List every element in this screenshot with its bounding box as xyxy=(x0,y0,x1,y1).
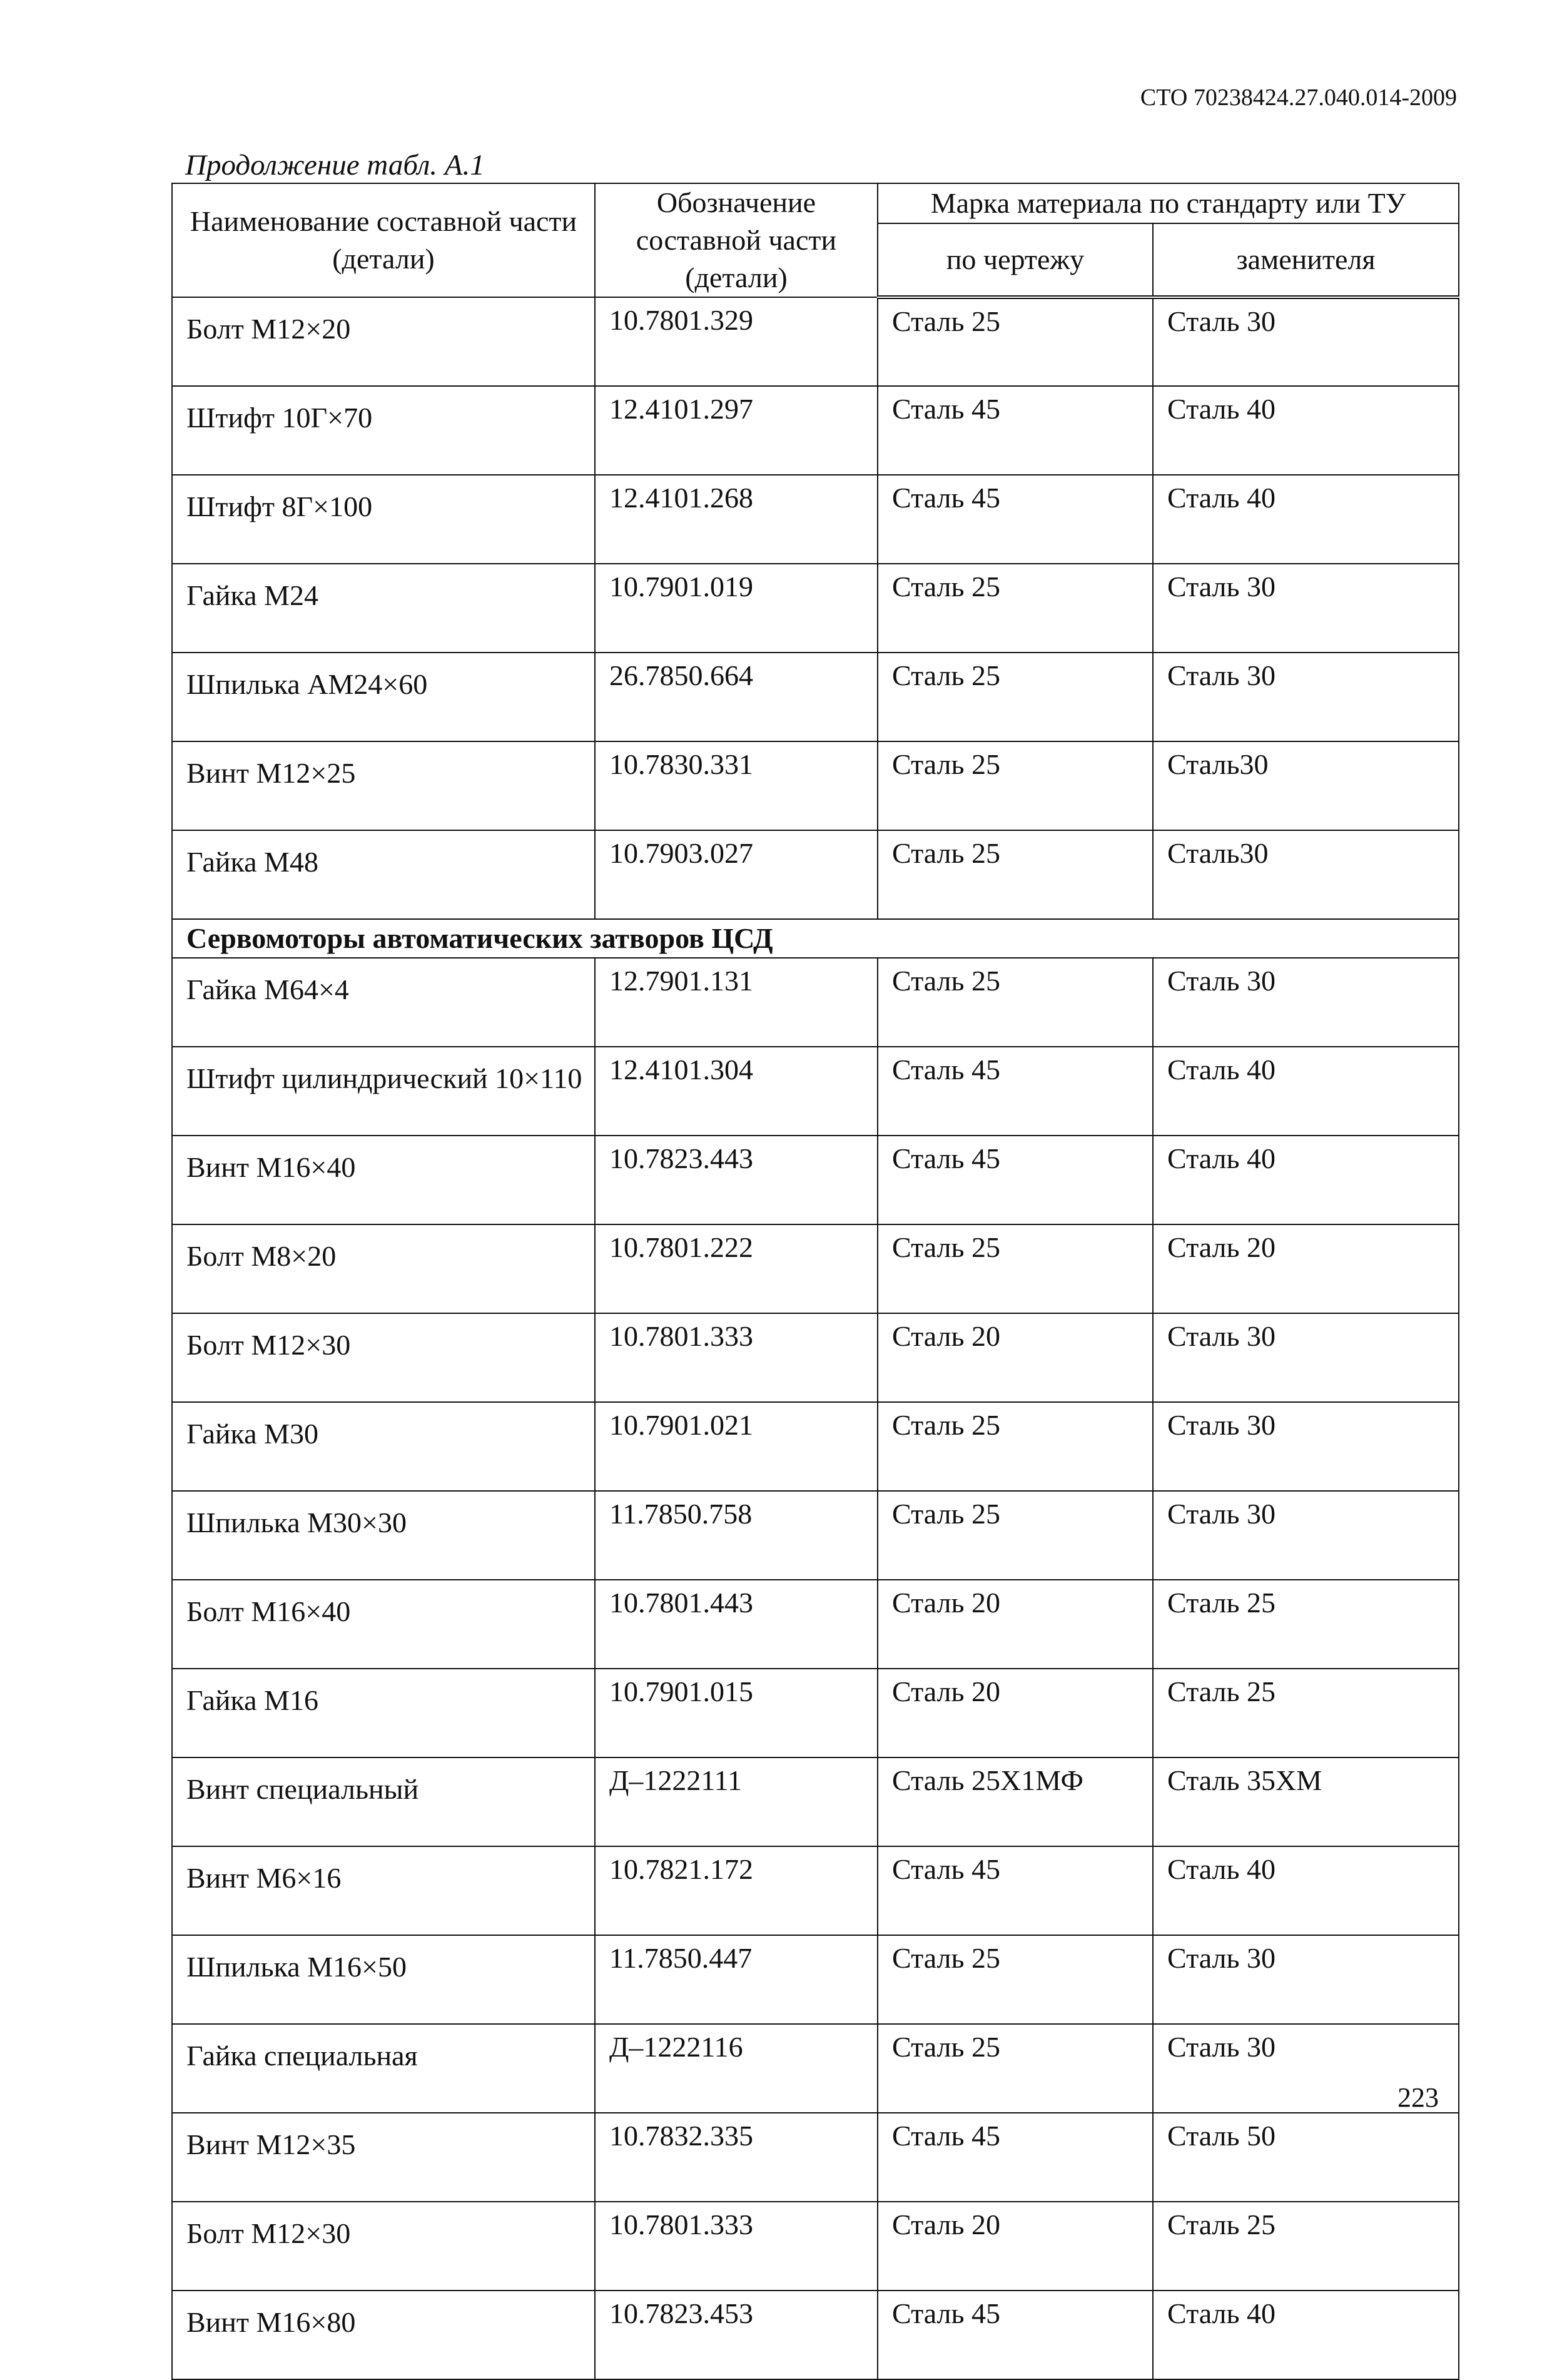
section-row xyxy=(172,919,1459,958)
material-grade-cell: Сталь 45 xyxy=(878,1047,1153,1136)
table-row xyxy=(172,1313,1459,1402)
table-row xyxy=(172,1757,1459,1846)
substitute-material-cell: Сталь 30 xyxy=(1153,564,1459,653)
substitute-material-cell: Сталь 20 xyxy=(1153,1224,1459,1313)
material-grade-cell: Сталь 25 xyxy=(878,653,1153,741)
part-name-cell: Болт М12×30 xyxy=(172,2202,595,2291)
substitute-material-cell: Сталь 40 xyxy=(1153,386,1459,475)
material-grade-cell: Сталь 45 xyxy=(878,2113,1153,2202)
table-row xyxy=(172,2202,1459,2291)
designation-cell: 10.7801.222 xyxy=(595,1224,878,1313)
table-caption: Продолжение табл. А.1 xyxy=(185,149,485,181)
substitute-material-cell: Сталь 40 xyxy=(1153,1136,1459,1224)
table-row xyxy=(172,1846,1459,1935)
designation-cell: 11.7850.447 xyxy=(595,1935,878,2024)
material-grade-cell: Сталь 25 xyxy=(878,564,1153,653)
material-grade-cell: Сталь 25Х1МФ xyxy=(878,1757,1153,1846)
table-row xyxy=(172,830,1459,919)
material-grade-cell: Сталь 25 xyxy=(878,741,1153,830)
material-grade-cell: Сталь 20 xyxy=(878,1669,1153,1757)
part-name-cell: Шпилька М16×50 xyxy=(172,1935,595,2024)
substitute-material-cell: Сталь 40 xyxy=(1153,1047,1459,1136)
part-name-cell: Винт М16×80 xyxy=(172,2291,595,2379)
substitute-material-cell: Сталь 30 xyxy=(1153,1491,1459,1580)
table-body xyxy=(172,297,1459,2379)
material-grade-cell: Сталь 20 xyxy=(878,2202,1153,2291)
table-row xyxy=(172,2024,1459,2113)
substitute-material-cell: Сталь 50 xyxy=(1153,2113,1459,2202)
designation-cell: Д–1222116 xyxy=(595,2024,878,2113)
designation-cell: 10.7823.443 xyxy=(595,1136,878,1224)
substitute-material-cell: Сталь30 xyxy=(1153,741,1459,830)
substitute-material-cell: Сталь30 xyxy=(1153,830,1459,919)
part-name-cell: Гайка М64×4 xyxy=(172,958,595,1047)
table-row xyxy=(172,1402,1459,1491)
table-row xyxy=(172,1580,1459,1669)
designation-cell: 12.7901.131 xyxy=(595,958,878,1047)
designation-cell: 10.7823.453 xyxy=(595,2291,878,2379)
designation-cell: 10.7830.331 xyxy=(595,741,878,830)
substitute-material-cell: Сталь 40 xyxy=(1153,1846,1459,1935)
material-grade-cell: Сталь 25 xyxy=(878,2024,1153,2113)
section-title: Сервомоторы автоматических затворов ЦСД xyxy=(172,919,1459,958)
column-header-substitute: заменителя xyxy=(1153,223,1459,297)
substitute-material-cell: Сталь 25 xyxy=(1153,1669,1459,1757)
part-name-cell: Винт специальный xyxy=(172,1757,595,1846)
part-name-cell: Винт М12×35 xyxy=(172,2113,595,2202)
part-name-cell: Винт М16×40 xyxy=(172,1136,595,1224)
material-grade-cell: Сталь 45 xyxy=(878,475,1153,564)
part-name-cell: Гайка М30 xyxy=(172,1402,595,1491)
substitute-material-cell: Сталь 40 xyxy=(1153,475,1459,564)
table-row xyxy=(172,386,1459,475)
designation-cell: 10.7832.335 xyxy=(595,2113,878,2202)
substitute-material-cell: Сталь 30 xyxy=(1153,297,1459,386)
designation-cell: 10.7903.027 xyxy=(595,830,878,919)
column-header-name: Наименование составной части (детали) xyxy=(172,183,595,297)
column-header-per-drawing: по чертежу xyxy=(878,223,1153,297)
designation-cell: 12.4101.268 xyxy=(595,475,878,564)
substitute-material-cell: Сталь 30 xyxy=(1153,958,1459,1047)
table-row xyxy=(172,2113,1459,2202)
part-name-cell: Шпилька АМ24×60 xyxy=(172,653,595,741)
part-name-cell: Штифт цилиндрический 10×110 xyxy=(172,1047,595,1136)
table-row xyxy=(172,475,1459,564)
part-name-cell: Винт М6×16 xyxy=(172,1846,595,1935)
designation-cell: 10.7801.329 xyxy=(595,297,878,386)
page-number: 223 xyxy=(1397,2082,1439,2113)
material-grade-cell: Сталь 45 xyxy=(878,2291,1153,2379)
designation-cell: 11.7850.758 xyxy=(595,1491,878,1580)
table-header xyxy=(172,183,1459,297)
designation-cell: 10.7901.015 xyxy=(595,1669,878,1757)
substitute-material-cell: Сталь 40 xyxy=(1153,2291,1459,2379)
designation-cell: 10.7801.443 xyxy=(595,1580,878,1669)
table-row xyxy=(172,958,1459,1047)
part-name-cell: Болт М8×20 xyxy=(172,1224,595,1313)
material-grade-cell: Сталь 25 xyxy=(878,830,1153,919)
part-name-cell: Гайка специальная xyxy=(172,2024,595,2113)
table-row xyxy=(172,1491,1459,1580)
material-grade-cell: Сталь 45 xyxy=(878,386,1153,475)
table-row xyxy=(172,564,1459,653)
table-row xyxy=(172,653,1459,741)
designation-cell: 12.4101.297 xyxy=(595,386,878,475)
substitute-material-cell: Сталь 30 xyxy=(1153,653,1459,741)
material-grade-cell: Сталь 25 xyxy=(878,1491,1153,1580)
material-grade-cell: Сталь 45 xyxy=(878,1846,1153,1935)
substitute-material-cell: Сталь 35ХМ xyxy=(1153,1757,1459,1846)
substitute-material-cell: Сталь 30 xyxy=(1153,1935,1459,2024)
part-name-cell: Штифт 10Г×70 xyxy=(172,386,595,475)
table-row xyxy=(172,1136,1459,1224)
material-grade-cell: Сталь 20 xyxy=(878,1580,1153,1669)
substitute-material-cell: Сталь 30 xyxy=(1153,1402,1459,1491)
part-name-cell: Гайка М48 xyxy=(172,830,595,919)
substitute-material-cell: Сталь 25 xyxy=(1153,2202,1459,2291)
substitute-material-cell: Сталь 30 xyxy=(1153,1313,1459,1402)
designation-cell: 26.7850.664 xyxy=(595,653,878,741)
part-name-cell: Шпилька М30×30 xyxy=(172,1491,595,1580)
part-name-cell: Болт М12×30 xyxy=(172,1313,595,1402)
part-name-cell: Штифт 8Г×100 xyxy=(172,475,595,564)
column-header-material-group: Марка материала по стандарту или ТУ xyxy=(878,183,1459,223)
substitute-material-cell: Сталь 25 xyxy=(1153,1580,1459,1669)
part-name-cell: Гайка М24 xyxy=(172,564,595,653)
designation-cell: 10.7801.333 xyxy=(595,2202,878,2291)
material-grade-cell: Сталь 25 xyxy=(878,297,1153,386)
table-row xyxy=(172,741,1459,830)
table-row xyxy=(172,1224,1459,1313)
material-grade-cell: Сталь 20 xyxy=(878,1313,1153,1402)
designation-cell: 10.7901.019 xyxy=(595,564,878,653)
part-name-cell: Болт М16×40 xyxy=(172,1580,595,1669)
part-name-cell: Гайка М16 xyxy=(172,1669,595,1757)
part-name-cell: Винт М12×25 xyxy=(172,741,595,830)
designation-cell: 10.7801.333 xyxy=(595,1313,878,1402)
document-code: СТО 70238424.27.040.014-2009 xyxy=(1140,84,1457,111)
material-grade-cell: Сталь 25 xyxy=(878,1935,1153,2024)
table-row xyxy=(172,1935,1459,2024)
material-grade-cell: Сталь 25 xyxy=(878,1402,1153,1491)
table-row xyxy=(172,297,1459,386)
designation-cell: Д–1222111 xyxy=(595,1757,878,1846)
material-grade-cell: Сталь 25 xyxy=(878,958,1153,1047)
column-header-designation: Обозначение составной части (детали) xyxy=(595,183,878,297)
substitute-material-cell: Сталь 30 xyxy=(1153,2024,1459,2113)
designation-cell: 10.7821.172 xyxy=(595,1846,878,1935)
material-grade-cell: Сталь 25 xyxy=(878,1224,1153,1313)
designation-cell: 10.7901.021 xyxy=(595,1402,878,1491)
table-row xyxy=(172,1047,1459,1136)
header-row xyxy=(172,183,1459,223)
materials-table xyxy=(171,183,1459,2380)
material-grade-cell: Сталь 45 xyxy=(878,1136,1153,1224)
part-name-cell: Болт М12×20 xyxy=(172,297,595,386)
table-row xyxy=(172,2291,1459,2379)
designation-cell: 12.4101.304 xyxy=(595,1047,878,1136)
table-row xyxy=(172,1669,1459,1757)
